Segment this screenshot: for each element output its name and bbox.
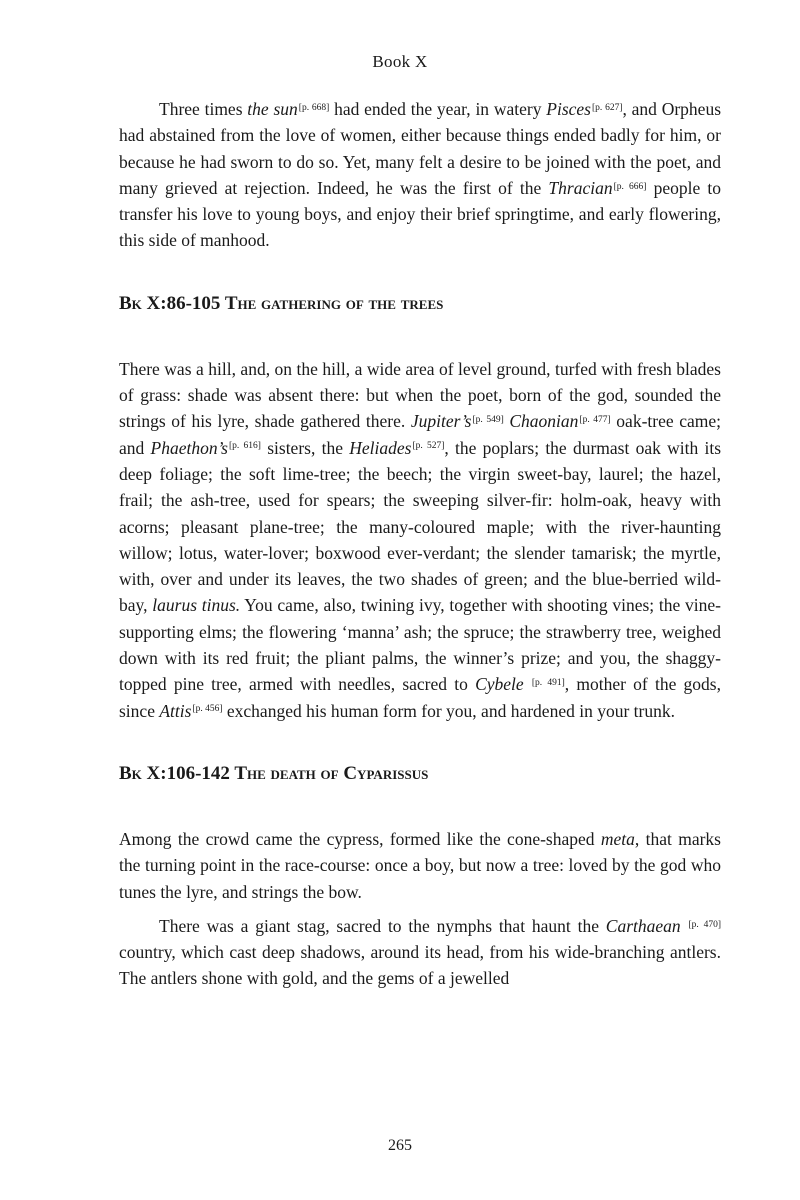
- text-run: people to transfer his love to young boys, and enjoy their brief springtime, and early flowering, this side of manhood.: [119, 177, 721, 251]
- section-heading-gathering-of-trees: Bk X:86-105 The gathering of the trees: [119, 292, 444, 314]
- text-run: There was a giant stag, sacred to the nymphs that haunt the: [159, 915, 606, 936]
- text-run: Among the crowd came the cypress, formed like the cone-shaped: [119, 828, 601, 849]
- paragraph-cypress: [119, 826, 721, 905]
- page-reference: [p. 527]: [412, 441, 445, 452]
- text-run: , and Orpheus had abstained from the love of women, either because things ended badly for him, or because he had sworn to do so. Yet, many felt a desire to be joined with the poet, and many grieved at rejection. Indeed, he was the first of the: [119, 99, 722, 198]
- text-run: , the poplars; the durmast oak with its deep foliage; the soft lime-tree; the beech; the virgin sweet-bay, laurel; the hazel, frail; the ash-tree, used for spears; the sweeping silver-fir: holm-oak, heavy with acorns; pleasant plane-tree; the many-coloured maple; with the river-haunting willow; lotus, water-lover; boxwood ever-verdant; the slender tamarisk; the myrtle, with, over and under its leaves, the two shades of green; and the blue-berried wild-bay,: [119, 437, 722, 616]
- link-thracian[interactable]: Thracian: [548, 177, 613, 198]
- link-carthaean[interactable]: Carthaean: [605, 915, 681, 936]
- text-run: Three times: [159, 99, 248, 119]
- text-run: oak-tree came; and: [119, 411, 721, 458]
- text-run: , that marks the turning point in the race-course: once a boy, but now a tree: loved by the god who tunes the lyre, and strings the bow.: [119, 828, 721, 902]
- text-run: exchanged his human form for you, and hardened in your trunk.: [222, 700, 675, 721]
- section-heading-death-of-cyparissus: Bk X:106-142 The death of Cyparissus: [119, 762, 429, 784]
- link-jupiter[interactable]: Jupiter’s: [410, 411, 472, 432]
- text-run: country, which cast deep shadows, around its head, from his wide-branching antlers. The antlers shone with gold, and the gems of a jewelled: [119, 942, 721, 989]
- text-run: , mother of the gods, since: [119, 674, 721, 721]
- page-reference: [p. 470]: [688, 919, 722, 930]
- italic-meta: meta: [600, 828, 635, 849]
- text-run: [681, 916, 688, 936]
- page-reference: [p. 627]: [591, 102, 623, 113]
- page-reference: [p. 456]: [192, 704, 223, 715]
- link-chaonian[interactable]: Chaonian: [509, 411, 579, 432]
- paragraph-trees: [119, 356, 721, 724]
- text-run: You came, also, twining ivy, together with shooting vines; the vine-supporting elms; the flowering ‘manna’ ash; the spruce; the strawberry tree, weighed down with its red fruit; the pliant palms, the winner’s prize; and you, the shaggy-topped pine tree, armed with needles, sacred to: [119, 595, 721, 695]
- text-run: sisters, the: [260, 437, 350, 458]
- paragraph-orpheus: [119, 96, 721, 254]
- page-reference: [p. 477]: [579, 415, 611, 426]
- link-attis[interactable]: Attis: [159, 700, 192, 721]
- italic-laurus-tinus: laurus tinus.: [152, 595, 241, 616]
- page-number: 265: [388, 1137, 412, 1154]
- paragraph-stag: [119, 913, 721, 992]
- page-reference: [p. 549]: [472, 415, 504, 426]
- page-reference: [p. 616]: [228, 441, 261, 452]
- link-pisces[interactable]: Pisces: [546, 99, 591, 119]
- running-head: Book X: [372, 52, 428, 71]
- page-reference: [p. 668]: [298, 102, 330, 113]
- text-run: There was a hill, and, on the hill, a wide area of level ground, turfed with fresh blades of grass: shade was absent there: but when the poet, born of the god, sounded the strings of his lyre, shade gathered there.: [119, 358, 721, 432]
- text-run: [524, 674, 531, 694]
- link-sun[interactable]: the sun: [247, 99, 298, 119]
- text-run: had ended the year, in watery: [329, 99, 547, 119]
- page-reference: [p. 491]: [531, 678, 565, 689]
- page-body: [119, 96, 721, 992]
- link-phaethon[interactable]: Phaethon’s: [150, 437, 228, 458]
- page-reference: [p. 666]: [613, 181, 647, 192]
- link-heliades[interactable]: Heliades: [349, 437, 412, 458]
- link-cybele[interactable]: Cybele: [475, 674, 524, 695]
